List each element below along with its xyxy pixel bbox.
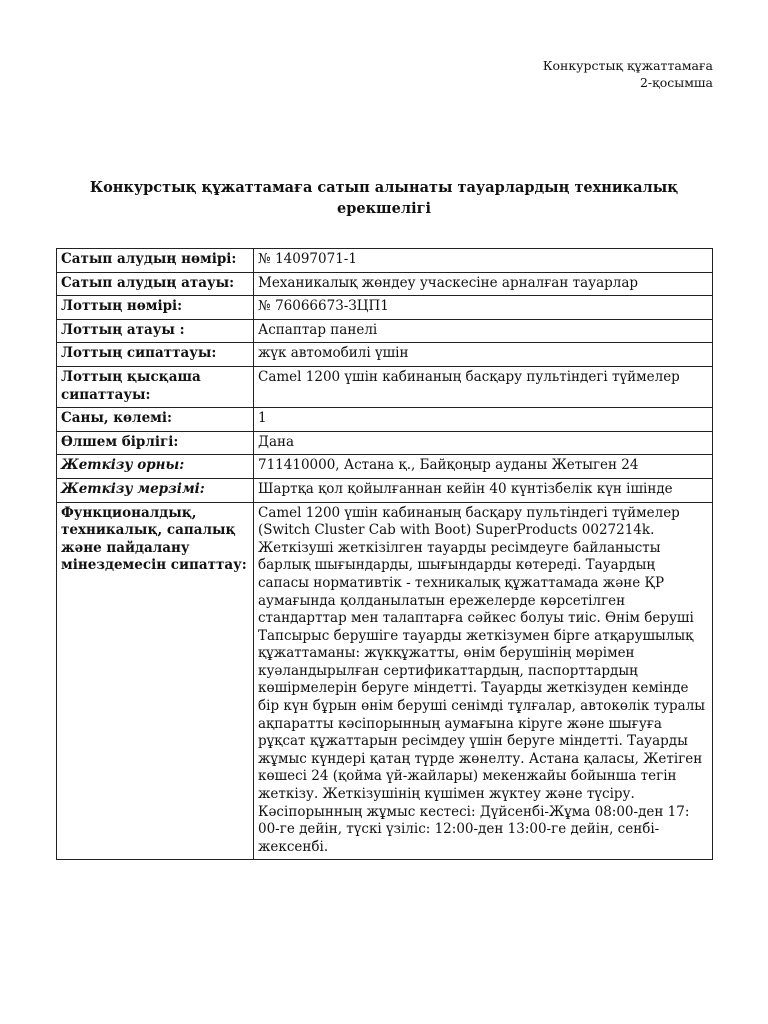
- row-value: Дана: [254, 431, 713, 455]
- row-value: № 76066673-ЗЦП1: [254, 296, 713, 320]
- document-title: [56, 177, 712, 219]
- annex-line-1: Конкурстық құжаттамаға: [542, 58, 713, 73]
- table-row: [57, 455, 713, 479]
- table-row: [57, 408, 713, 432]
- annex-line-2: 2-қосымша: [639, 75, 713, 90]
- row-label: Саны, көлемі:: [57, 408, 254, 432]
- row-value: Camel 1200 үшін кабинаның басқару пультіндегі түймелер: [254, 366, 713, 407]
- row-value: Шартқа қол қойылғаннан кейін 40 күнтізбелік күн ішінде: [254, 478, 713, 502]
- row-value: 1: [254, 408, 713, 432]
- row-label: Лоттың қысқаша сипаттауы:: [57, 366, 254, 407]
- row-label: Жеткізу орны:: [57, 455, 254, 479]
- specification-table: [56, 248, 713, 860]
- row-label: Жеткізу мерзімі:: [57, 478, 254, 502]
- row-value: жүк автомобилі үшін: [254, 343, 713, 367]
- table-row: [57, 366, 713, 407]
- annex-note: [543, 57, 713, 91]
- row-label: Сатып алудың атауы:: [57, 272, 254, 296]
- row-value: № 14097071-1: [254, 249, 713, 273]
- row-value: Механикалық жөндеу учаскесіне арналған тауарлар: [254, 272, 713, 296]
- table-row: [57, 296, 713, 320]
- row-label: Өлшем бірлігі:: [57, 431, 254, 455]
- row-value: Аспаптар панелі: [254, 319, 713, 343]
- row-value: 711410000, Астана қ., Байқоңыр ауданы Жетыген 24: [254, 455, 713, 479]
- row-label: Лоттың сипаттауы:: [57, 343, 254, 367]
- table-row: [57, 478, 713, 502]
- table-row: [57, 431, 713, 455]
- title-line-2: ерекшелігі: [337, 200, 431, 217]
- row-value: Camel 1200 үшін кабинаның басқару пультіндегі түймелер (Switch Cluster Cab with Boot) SuperProducts 0027214k. Жеткізуші жеткізілген тауарды ресімдеуге байланысты барлық шығындарды, шығындарды көтереді. Тауардың сапасы нормативтік - техникалық құжаттамада және ҚР аумағында қолданылатын ережелерде көрсетілген стандарттар мен талаптарға сәйкес болуы тиіс. Өнім беруші Тапсырыс берушіге тауарды жеткізумен бірге атқарушылық құжаттаманы: жүкқұжатты, өнім берушінің мөрімен куәландырылған сертификаттардың, паспорттардың көшірмелерін беруге міндетті. Тауарды жеткізуден кемінде бір күн бұрын өнім беруші сенімді тұлғалар, автокөлік туралы ақпаратты кәсіпорынның аумағына кіруге және шығуға рұқсат құжаттарын ресімдеу үшін беруге міндетті. Тауарды жұмыс күндері қатаң түрде жөнелту. Астана қаласы, Жетіген көшесі 24 (қойма үй-жайлары) мекенжайы бойынша тегін жеткізу. Жеткізушінің күшімен жүктеу және түсіру. Кәсіпорынның жұмыс кестесі: Дүйсенбі-Жұма 08:00-ден 17: 00-ге дейін, түскі үзіліс: 12:00-ден 13:00-ге дейін, сенбі-жексенбі.: [254, 502, 713, 860]
- table-row: [57, 272, 713, 296]
- table-row: [57, 343, 713, 367]
- table-row: [57, 249, 713, 273]
- table-row: [57, 502, 713, 860]
- title-line-1: Конкурстық құжаттамаға сатып алынаты тауарлардың техникалық: [89, 179, 679, 196]
- row-label: Лоттың атауы :: [57, 319, 254, 343]
- row-label: Лоттың нөмірі:: [57, 296, 254, 320]
- table-row: [57, 319, 713, 343]
- row-label: Сатып алудың нөмірі:: [57, 249, 254, 273]
- row-label: Функционалдық, техникалық, сапалық және пайдалану мінездемесін сипаттау:: [57, 502, 254, 860]
